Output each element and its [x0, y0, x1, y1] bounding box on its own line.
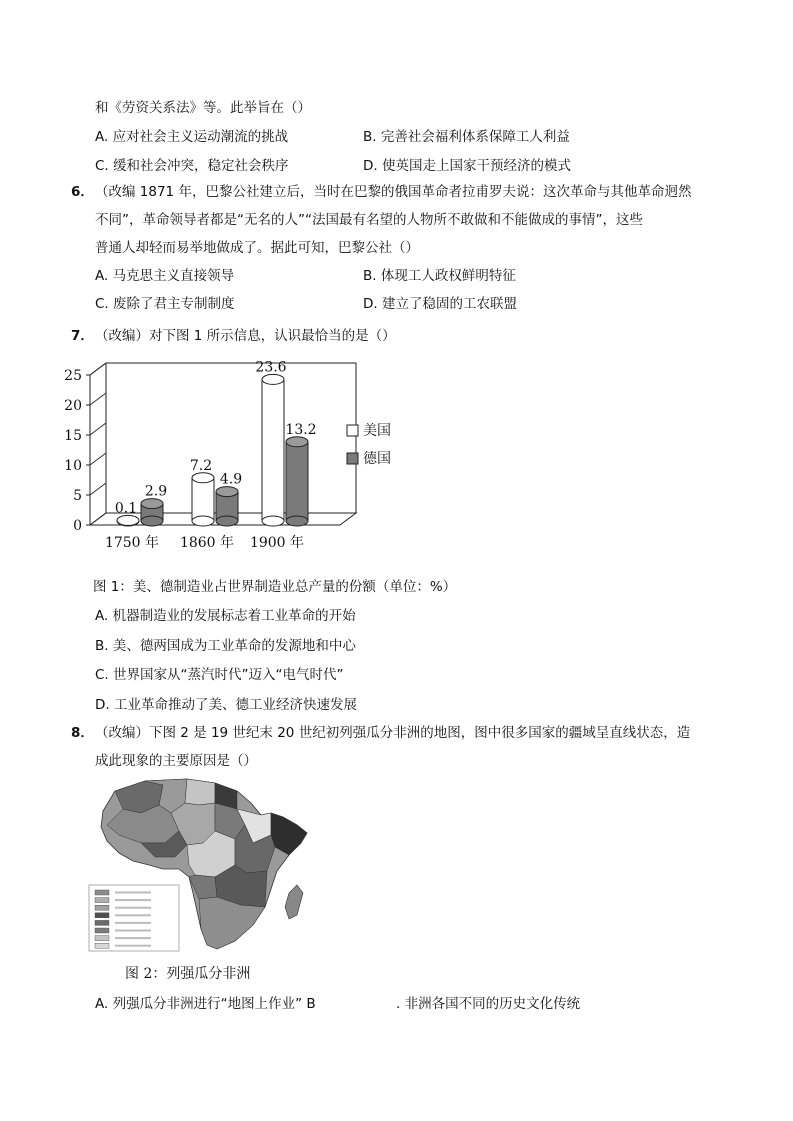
y-grid-diagonal — [90, 453, 106, 465]
legend-swatch — [347, 425, 358, 436]
map-legend-swatch — [95, 913, 109, 918]
map-legend-text-line — [115, 899, 151, 901]
map-legend-swatch — [95, 890, 109, 895]
q6-stem-line-1: （改编 1871 年，巴黎公社建立后，当时在巴黎的俄国革命者拉甫罗夫说：这次革命与其他革命迥然 — [95, 184, 692, 200]
bar-top — [192, 473, 214, 483]
figure-1-caption: 图 1：美、德制造业占世界制造业总产量的份额（单位：%） — [93, 579, 457, 595]
y-grid-diagonal — [90, 483, 106, 495]
bar-data-label: 7.2 — [189, 457, 213, 474]
q6-option-c: C. 废除了君主专制制度 — [95, 296, 235, 312]
chart-bar — [117, 515, 139, 526]
x-tick-label: 1750 年 — [104, 535, 160, 551]
map-legend-swatch — [95, 920, 109, 925]
map-legend-text-line — [115, 922, 151, 924]
bar-body — [286, 442, 308, 521]
chart-x-labels — [105, 534, 304, 551]
q8-option-b: . 非洲各国不同的历史文化传统 — [396, 996, 581, 1012]
bar-base — [262, 516, 284, 526]
figure-2-caption: 图 2：列强瓜分非洲 — [125, 966, 251, 982]
map-legend-swatch — [95, 905, 109, 910]
q5-option-b: B. 完善社会福利体系保障工人利益 — [363, 129, 570, 145]
bar-top — [216, 487, 238, 497]
q6-stem-line-2: 不同”，革命领导者都是“无名的人”“法国最有名望的人物所不敢做和不能做成的事情”，这些 — [95, 212, 643, 228]
bar-base — [192, 516, 214, 526]
map-legend-text-line — [115, 907, 151, 909]
chart-bar — [262, 374, 284, 526]
q8-stem-line-2: 成此现象的主要原因是（） — [95, 753, 257, 769]
bar-top — [141, 499, 163, 509]
figure-2-africa-map — [75, 773, 320, 958]
bar-data-label: 2.9 — [144, 483, 168, 500]
bar-data-label: 13.2 — [285, 421, 317, 438]
chart-bar — [286, 437, 308, 526]
y-tick-label: 20 — [64, 398, 82, 414]
legend-label: 德国 — [363, 451, 391, 467]
legend-label: 美国 — [363, 423, 391, 439]
y-tick-label: 5 — [73, 488, 82, 504]
q5-option-d: D. 使英国走上国家干预经济的模式 — [363, 158, 571, 174]
q8-number: 8． — [71, 725, 94, 741]
bar-data-label: 4.9 — [219, 471, 243, 488]
map-legend-swatch — [95, 898, 109, 903]
y-tick-label: 0 — [73, 518, 82, 534]
q5-stem-tail: 和《劳资关系法》等。此举旨在（） — [95, 100, 311, 116]
y-tick-label: 15 — [64, 428, 82, 444]
q6-number: 6． — [71, 184, 94, 200]
figure-1-chart — [60, 355, 405, 560]
bar-data-label: 0.1 — [114, 500, 138, 517]
map-legend-text-line — [115, 914, 151, 916]
map-legend-swatch — [95, 943, 109, 948]
y-tick-label: 10 — [64, 458, 82, 474]
chart-bar — [141, 499, 163, 526]
q6-option-b: B. 体现工人政权鲜明特征 — [363, 268, 516, 284]
q7-option-d: D. 工业革命推动了美、德工业经济快速发展 — [95, 697, 357, 713]
bar-top — [117, 515, 139, 525]
bar-top — [286, 437, 308, 447]
q7-option-c: C. 世界国家从“蒸汽时代”迈入“电气时代” — [95, 667, 344, 683]
bar-data-label: 23.6 — [255, 359, 287, 376]
q8-option-a: A. 列强瓜分非洲进行“地图上作业” B — [95, 996, 316, 1012]
q8-stem-line-1: （改编）下图 2 是 19 世纪末 20 世纪初列强瓜分非洲的地图，图中很多国家的疆域呈直线状态，造 — [95, 725, 691, 741]
y-grid-diagonal — [90, 363, 106, 375]
q6-stem-line-3: 普通人却轻而易举地做成了。据此可知，巴黎公社（） — [95, 240, 419, 256]
chart-bar — [192, 473, 214, 526]
chart-y-ticks — [64, 363, 106, 534]
map-legend-text-line — [115, 892, 151, 894]
q5-option-a: A. 应对社会主义运动潮流的挑战 — [95, 129, 289, 145]
bar-body — [192, 478, 214, 521]
map-legend-text-line — [115, 945, 151, 947]
y-grid-diagonal — [90, 423, 106, 435]
region-madagascar — [285, 885, 303, 919]
bar-body — [262, 379, 284, 521]
y-tick-label: 25 — [64, 368, 82, 384]
q7-stem: （改编）对下图 1 所示信息，认识最恰当的是（） — [95, 328, 396, 344]
map-legend-text-line — [115, 930, 151, 932]
chart-bar — [216, 487, 238, 526]
q7-number: 7． — [71, 328, 94, 344]
map-legend-swatch — [95, 936, 109, 941]
bar-base — [216, 516, 238, 526]
map-legend-swatch — [95, 928, 109, 933]
legend-swatch — [347, 453, 358, 464]
q7-option-a: A. 机器制造业的发展标志着工业革命的开始 — [95, 608, 356, 624]
bar-base — [286, 516, 308, 526]
bar-base — [141, 516, 163, 526]
bar-top — [262, 374, 284, 384]
q7-option-b: B. 美、德两国成为工业革命的发源地和中心 — [95, 638, 356, 654]
q5-option-c: C. 缓和社会冲突，稳定社会秩序 — [95, 158, 289, 174]
y-grid-diagonal — [90, 393, 106, 405]
region-libya — [185, 779, 215, 805]
x-tick-label: 1900 年 — [249, 535, 305, 551]
x-tick-label: 1860 年 — [179, 535, 235, 551]
q6-option-a: A. 马克思主义直接领导 — [95, 268, 235, 284]
q6-option-d: D. 建立了稳固的工农联盟 — [363, 296, 517, 312]
map-legend-text-line — [115, 937, 151, 939]
